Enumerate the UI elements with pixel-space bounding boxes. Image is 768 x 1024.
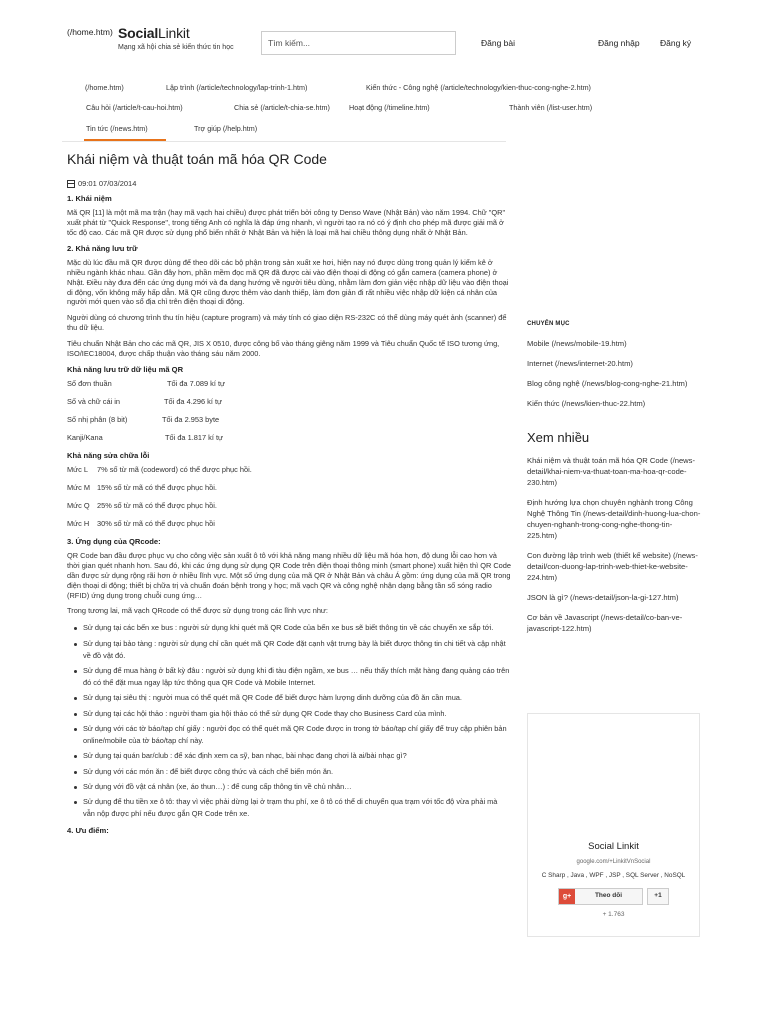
capacity-row — [67, 433, 511, 443]
error-value: 25% số từ mã có thể được phục hồi. — [97, 501, 217, 511]
capacity-value: Tối đa 2.953 byte — [162, 414, 220, 424]
error-value: 30% số từ mã có thể được phục hồi — [97, 519, 215, 529]
site-tagline: Mạng xã hội chia sẻ kiến thức tin học — [118, 44, 234, 51]
paragraph: QR Code ban đầu được phục vụ cho công việc sản xuất ô tô với khả năng mang nhiều dữ liệu mã hóa hơn, độ dung lỗi cao hơn và thời gian quét nhanh hơn. Sau đó, khi các ứng dụng sử dụng QR Code trên điện thoại thông minh (smart phone) xuất hiện thì QR Code dần được sử dụng rộng rãi hơn ở nhiều lĩnh vực. Một số ứng dụng của mã QR ở Nhật Bản và châu Á gồm: ứng dụng của mã QR trong điện thoại di động; thiết bị chữa trị và chuẩn đoán bệnh trong y học; mã vạch QR và công nghệ nhận dạng bằng tần số sóng radio (RFID) ứng dụng trong chuỗi cung ứng… — [67, 551, 512, 600]
nav-item-activity[interactable]: Hoạt động (/timeline.htm) — [349, 103, 430, 112]
list-item: Sử dụng tại quán bar/club : để xác định xem ca sỹ, ban nhạc, bài nhạc đang chơi là ai/bài nhạc gì? — [73, 750, 511, 762]
plus-one-button[interactable]: +1 — [647, 888, 669, 905]
list-item: Sử dụng để mua hàng ở bất kỳ đâu : người sử dụng khi đi tàu điện ngầm, xe bus … nếu thấy thích mặt hàng đang quảng cáo trên đó có thể đặt mua ngay lập tức thông qua QR Code và Mobile Internet. — [73, 665, 511, 689]
error-row — [67, 519, 511, 529]
capacity-value: Tối đa 7.089 kí tự — [167, 378, 225, 388]
popular-article-link[interactable]: Cơ bản về Javascript (/news-detail/co-ban-ve-javascript-122.htm) — [527, 612, 683, 633]
capacity-key: Kanji/Kana — [67, 432, 103, 442]
nav-item-news[interactable]: Tin tức (/news.htm) — [86, 124, 148, 133]
article-title: Khái niệm và thuật toán mã hóa QR Code — [67, 151, 327, 167]
capacity-value: Tối đa 1.817 kí tự — [165, 432, 223, 442]
paragraph: Mã QR [11] là một mã ma trận (hay mã vạch hai chiều) được phát triển bởi công ty Denso Wave (Nhật Bản) vào năm 1994. Chữ "QR" xuất phát từ "Quick Response", trong tiếng Anh có nghĩa là đáp ứng nhanh, vì người tạo ra nó có ý định cho phép mã được giải mã ở tốc độ cao. Các mã QR được sử dụng phổ biến nhất ở Nhật Bản và hiện là loại mã hai chiều thông dụng nhất ở Nhật Bản. — [67, 208, 506, 237]
widget-buttons — [528, 888, 699, 905]
sidebar-category-link[interactable]: Mobile (/news/mobile-19.htm) — [527, 339, 627, 349]
paragraph: Mặc dù lúc đầu mã QR được dùng để theo dõi các bộ phận trong sản xuất xe hơi, hiện nay nó được dùng trong quản lý kiểm kê ở nhiều ngành khác nhau. Gần đây hơn, phần mềm đọc mã QR đã được cài vào điện thoại di động có gắn camera (camera phone) ở Nhật. Điều này đưa đến các ứng dụng mới và đa dạng hướng về người tiêu dùng, nhằm làm đơn giản việc nhập dữ liệu vào điện thoại di động, vốn không mấy hấp dẫn. Mã QR cũng được thêm vào danh thiếp, làm đơn giản đi rất nhiều việc nhập dữ kiện cá nhân của người mới quen vào sổ địa chỉ trên điện thoại di động. — [67, 258, 509, 307]
capacity-row — [67, 397, 511, 407]
section-heading: 1. Khái niệm — [67, 194, 112, 204]
logo-home-link[interactable]: (/home.htm) — [67, 27, 113, 37]
main-nav — [0, 78, 768, 142]
list-item: Sử dụng tại các hội thảo : người tham gia hội thảo có thể sử dụng QR Code thay cho Business Card của mình. — [73, 708, 511, 720]
capacity-row — [67, 379, 511, 389]
sidebar-category-link[interactable]: Blog công nghệ (/news/blog-cong-nghe-21.htm) — [527, 379, 688, 389]
error-correction-heading: Khả năng sửa chữa lỗi — [67, 450, 150, 460]
follow-button[interactable] — [558, 888, 643, 905]
nav-item-help[interactable]: Trợ giúp (/help.htm) — [194, 124, 258, 133]
follower-count: + 1.763 — [602, 911, 625, 919]
site-header — [0, 0, 768, 70]
category-heading: CHUYÊN MỤC — [527, 321, 570, 327]
paragraph: Trong tương lai, mã vạch QRcode có thể được sử dụng trong các lĩnh vực như: — [67, 606, 328, 616]
google-plus-widget — [527, 713, 700, 937]
capacity-value: Tối đa 4.296 kí tự — [164, 396, 222, 406]
paragraph: Người dùng có chương trình thu tín hiệu (capture program) và máy tính có giao diện RS-232C có thể dùng máy quét ảnh (scanner) để thu dữ liệu. — [67, 313, 507, 333]
nav-divider — [62, 141, 506, 142]
error-row — [67, 465, 511, 475]
error-level: Mức M — [67, 483, 91, 493]
nav-item-home[interactable]: (/home.htm) — [85, 83, 124, 92]
error-level: Mức Q — [67, 501, 90, 511]
error-row — [67, 501, 511, 511]
post-article-link[interactable]: Đăng bài — [481, 38, 516, 48]
nav-item-share[interactable]: Chia sẻ (/article/t-chia-se.htm) — [234, 103, 330, 112]
google-plus-icon: g+ — [559, 889, 575, 904]
nav-item-knowledge[interactable]: Kiến thức - Công nghệ (/article/technology/kien-thuc-cong-nghe-2.htm) — [366, 83, 591, 92]
list-item: Sử dụng tại các bến xe bus : người sử dụng khi quét mã QR Code của bến xe bus sẽ biết thông tin về các chuyến xe sắp tới. — [73, 622, 511, 634]
list-item: Sử dụng để thu tiền xe ô tô: thay vì việc phải dừng lại ở trạm thu phí, xe ô tô có thể di chuyển qua trạm với tốc độ vừa phải mà vẫn nộp được phí nếu được gắn QR Code trên xe. — [73, 796, 511, 820]
error-row — [67, 483, 511, 493]
search-input[interactable] — [261, 31, 456, 55]
section-heading: 3. Ứng dụng của QRcode: — [67, 537, 161, 547]
calendar-icon — [67, 180, 75, 188]
list-item: Sử dụng với đồ vật cá nhân (xe, áo thun…) : để cung cấp thông tin về chủ nhân… — [73, 781, 511, 793]
popular-article-link[interactable]: Định hướng lựa chọn chuyên nghành trong Công Nghệ Thông Tin (/news-detail/dinh-huong-lua-chon-chuyen-nghanh-trong-cong-nghe-thong-tin-225.htm) — [527, 497, 701, 540]
error-value: 7% số từ mã (codeword) có thể được phục hồi. — [97, 465, 252, 475]
widget-url[interactable]: google.com/+LinkitVnSocial — [576, 858, 651, 865]
nav-item-members[interactable]: Thành viên (/list-user.htm) — [509, 103, 593, 112]
nav-item-questions[interactable]: Câu hỏi (/article/t-cau-hoi.htm) — [86, 103, 183, 112]
popular-article-link[interactable]: Con đường lập trình web (thiết kế website) (/news-detail/con-duong-lap-trinh-web-thiet-ke-website-224.htm) — [527, 550, 698, 582]
paragraph: Tiêu chuẩn Nhật Bản cho các mã QR, JIS X 0510, được công bố vào tháng giêng năm 1999 và Tiêu chuẩn Quốc tế ISO tương ứng, ISO/IEC18004, được chấp thuận vào tháng sáu năm 2000. — [67, 338, 500, 358]
sidebar-category-link[interactable]: Internet (/news/internet-20.htm) — [527, 359, 633, 369]
logo-bold: Social — [118, 25, 159, 41]
widget-page-name[interactable]: Social Linkit — [588, 841, 639, 852]
use-case-list — [73, 622, 511, 820]
capacity-row — [67, 415, 511, 425]
capacity-key: Số đơn thuần — [67, 378, 112, 388]
popular-heading: Xem nhiều — [527, 430, 590, 446]
site-logo[interactable] — [118, 24, 190, 43]
section-heading: 2. Khả năng lưu trữ — [67, 243, 138, 253]
logo-rest: Linkit — [158, 25, 190, 41]
widget-description: C Sharp , Java , WPF , JSP , SQL Server , NoSQL — [541, 871, 686, 879]
register-link[interactable]: Đăng ký — [660, 38, 692, 48]
article — [67, 150, 511, 841]
login-link[interactable]: Đăng nhập — [598, 38, 640, 48]
sidebar — [527, 320, 702, 643]
error-level: Mức L — [67, 465, 88, 475]
popular-article-link[interactable]: Khái niệm và thuật toán mã hóa QR Code (/news-detail/khai-niem-va-thuat-toan-ma-hoa-qr-code-230.htm) — [527, 455, 695, 487]
article-date — [67, 179, 511, 189]
sidebar-category-link[interactable]: Kiến thức (/news/kien-thuc-22.htm) — [527, 399, 646, 409]
list-item: Sử dụng với các tờ báo/tạp chí giấy : người đọc có thể quét mã QR Code được in trong tờ báo/tạp chí giấy để truy cập phiên bản online/mobile của tờ báo/tạp chí này. — [73, 723, 511, 747]
list-item: Sử dụng với các món ăn : để biết được công thức và cách chế biến món ăn. — [73, 766, 511, 778]
nav-item-programming[interactable]: Lập trình (/article/technology/lap-trinh-1.htm) — [166, 83, 308, 92]
error-value: 15% số từ mã có thể được phục hồi. — [97, 483, 217, 493]
capacity-key: Số và chữ cái in — [67, 396, 121, 406]
popular-article-link[interactable]: JSON là gì? (/news-detail/json-la-gi-127.htm) — [527, 592, 679, 602]
section-heading: 4. Ưu điểm: — [67, 826, 109, 836]
error-level: Mức H — [67, 519, 90, 529]
capacity-key: Số nhị phân (8 bit) — [67, 414, 128, 424]
list-item: Sử dụng tại siêu thị : người mua có thể quét mã QR Code để biết được hàm lượng dinh dưỡng của đồ ăn cần mua. — [73, 692, 511, 704]
list-item: Sử dụng tại bảo tàng : người sử dụng chỉ cần quét mã QR Code đặt cạnh vật trưng bày là biết được thông tin chi tiết và cập nhật về đồ vật đó. — [73, 638, 511, 662]
nav-active-indicator — [84, 139, 166, 141]
capacity-heading: Khả năng lưu trữ dữ liệu mã QR — [67, 364, 184, 374]
follow-label: Theo dõi — [594, 892, 623, 900]
article-date-text: 09:01 07/03/2014 — [78, 178, 137, 188]
